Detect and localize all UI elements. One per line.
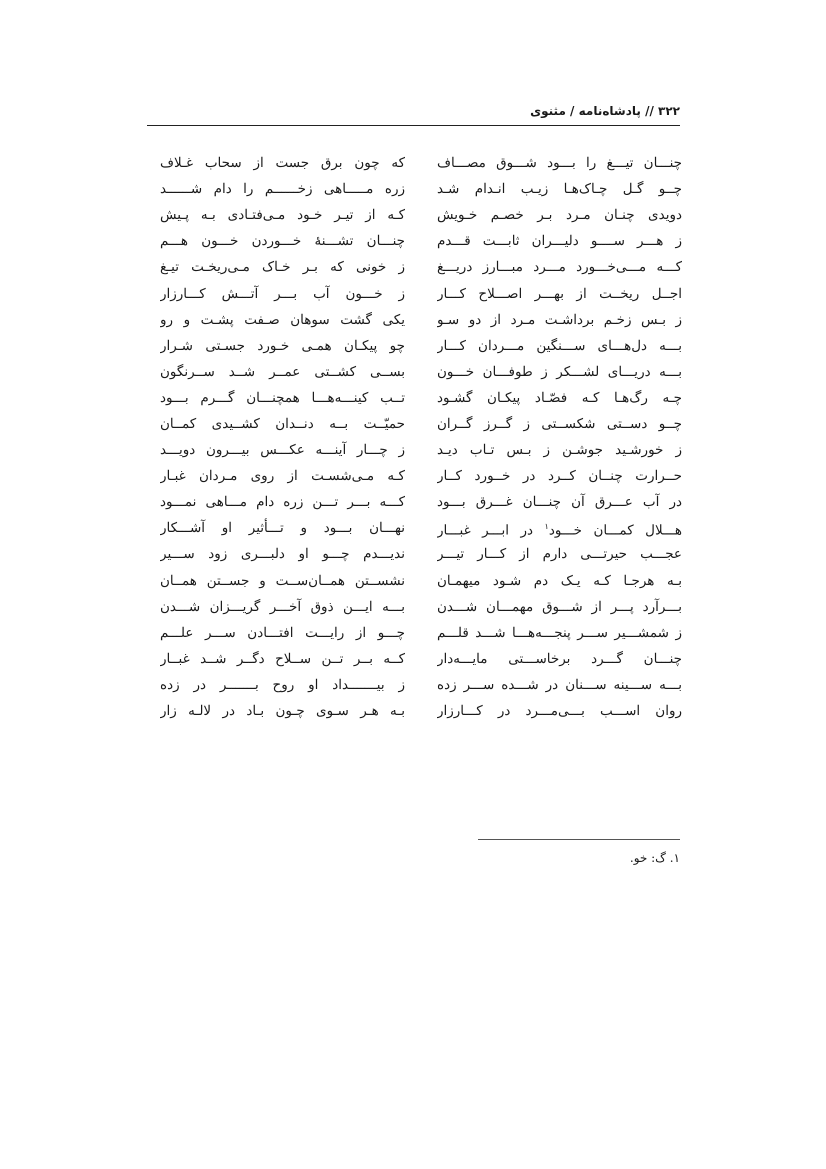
- hemistich-right: دویدی چنـان مـرد بـر خصـم خـویش: [437, 207, 682, 224]
- hemistich-right: کـــه مـــی‌خـــورد مـــرد مبـــارز دریـــغ: [437, 259, 682, 276]
- verse-row: [160, 254, 682, 280]
- verse-row: [160, 307, 682, 333]
- verse-row: [160, 280, 682, 306]
- hemistich-left: کــه بــر تــن ســلاح دگــر شــد غبــار: [160, 650, 405, 667]
- verse-row: [160, 150, 682, 176]
- verse-row: [160, 463, 682, 489]
- verse-row: [160, 333, 682, 359]
- hemistich-right: [437, 517, 682, 541]
- hemistich-left: تــب کینـــه‌هـــا همچنـــان گـــرم بـــود: [160, 389, 405, 406]
- hemistich-left: که چون برق جست از سحاب غـلاف: [160, 155, 405, 172]
- hemistich-right: اجــل ریخــت از بهـــر اصـــلاح کـــار: [437, 285, 682, 302]
- hemistich-right: بـــه ســـینه ســـنان در شـــده ســـر زده: [437, 676, 682, 693]
- verse-row: [160, 515, 682, 541]
- hemistich-left: ز بیـــــــداد او روح بـــــــر در زده: [160, 676, 405, 693]
- verse-row: [160, 202, 682, 228]
- hemistich-right: چـه رگ‌هـا کـه فصّـاد پیکـان گشـود: [437, 389, 682, 406]
- verse-row: [160, 568, 682, 594]
- hemistich-left: زره مـــــاهی زخــــــم را دام شــــــد: [160, 181, 405, 198]
- running-head: ۳۲۲ // پادشاه‌نامه / مثنوی: [530, 104, 680, 118]
- footnote-marker: ۱: [544, 521, 549, 531]
- hemistich-right: ز بـس زخـم برداشـت مـرد از دو سـو: [437, 311, 682, 328]
- hemistich-right-part: در ابـــر غبـــار: [437, 522, 545, 539]
- verse-row: [160, 411, 682, 437]
- hemistich-right: بـه هرجـا کـه یـک دم شـود میهمـان: [437, 572, 682, 589]
- verse-row: [160, 646, 682, 672]
- verse-row: [160, 385, 682, 411]
- hemistich-right: ز هـــر ســــو دلیـــران ثابـــت قـــدم: [437, 233, 682, 250]
- footnote-rule: [478, 839, 680, 840]
- hemistich-left: بـــه ایـــن ذوق آخـــر گریـــزان شـــدن: [160, 598, 405, 615]
- verse-row: [160, 541, 682, 567]
- footnote: ۱. گ: خو.: [629, 851, 680, 865]
- hemistich-left: بســی کشــتی عمــر شــد ســرنگون: [160, 363, 405, 380]
- hemistich-left: یکی گشت سوهان صـفت پشـت و رو: [160, 311, 405, 328]
- header-rule: [147, 125, 680, 126]
- hemistich-left: ز چـــار آینـــه عکـــس بیـــرون دویـــد: [160, 442, 405, 459]
- hemistich-right: بـــه دل‌هـــای ســـنگین مـــردان کـــار: [437, 337, 682, 354]
- hemistich-right: حــرارت چنــان کــرد در خــورد کــار: [437, 468, 682, 485]
- hemistich-right: ز شمشـــیر ســـر پنجـــه‌هـــا شـــد قلـــم: [437, 624, 682, 641]
- verse-row: [160, 228, 682, 254]
- verse-row: [160, 176, 682, 202]
- hemistich-right-part: هـــلال کمـــان خـــود: [548, 522, 682, 539]
- hemistich-right: بـــرآرد پـــر از شـــوق مهمـــان شـــدن: [437, 598, 682, 615]
- verse-row: [160, 359, 682, 385]
- hemistich-right: چــو گـل چـاک‌هـا زیـب انـدام شـد: [437, 181, 682, 198]
- hemistich-right: در آب عـــرق آن چنـــان غـــرق بـــود: [437, 494, 682, 511]
- verse-row: [160, 437, 682, 463]
- verse-row: [160, 698, 682, 724]
- hemistich-left: نهـــان بـــود و تـــأثیر او آشـــکار: [160, 520, 405, 537]
- hemistich-left: ز خـــون آب بـــر آتـــش کـــارزار: [160, 285, 405, 302]
- verse-row: [160, 672, 682, 698]
- hemistich-left: نشســتن همــان‌ســت و جســتن همــان: [160, 572, 405, 589]
- verse-block: [160, 150, 682, 724]
- hemistich-right: چنـــان تیـــغ را بـــود شـــوق مصـــاف: [437, 155, 682, 172]
- hemistich-left: بـه هـر سـوی چـون بـاد در لالـه زار: [160, 703, 405, 720]
- hemistich-left: کـــه بـــر تـــن زره دام مـــاهی نمـــود: [160, 494, 405, 511]
- hemistich-right: روان اســـب بـــی‌مـــرد در کـــارزار: [437, 703, 682, 720]
- verse-row: [160, 489, 682, 515]
- hemistich-left: کـه مـی‌شسـت از روی مـردان غبـار: [160, 468, 405, 485]
- hemistich-left: ندیـــدم چـــو او دلبـــری زود ســـیر: [160, 546, 405, 563]
- hemistich-right: بـــه دریـــای لشـــکر ز طوفـــان خـــون: [437, 363, 682, 380]
- hemistich-right: عجـــب حیرتـــی دارم از کـــار تیـــر: [437, 546, 682, 563]
- hemistich-left: ز خونی که بـر خـاک مـی‌ریخـت تیـغ: [160, 259, 405, 276]
- hemistich-left: حمیّــت بــه دنــدان کشــیدی کمــان: [160, 415, 405, 432]
- hemistich-right: چنـــان گـــرد برخاســـتی مایـــه‌دار: [437, 650, 682, 667]
- hemistich-left: چو پیکـان همـی خـورد جسـتی شـرار: [160, 337, 405, 354]
- verse-row: [160, 594, 682, 620]
- verse-row: [160, 620, 682, 646]
- hemistich-right: چــو دســتی شکســتی ز گــرز گــران: [437, 415, 682, 432]
- hemistich-left: چـــو از رایـــت افتـــادن ســـر علـــم: [160, 624, 405, 641]
- hemistich-left: چنـــان تشـــنهٔ خـــوردن خـــون هـــم: [160, 233, 405, 250]
- hemistich-right: ز خورشـید جوشـن ز بـس تـاب دیـد: [437, 442, 682, 459]
- hemistich-left: کـه از تیـر خـود مـی‌فتـادی بـه پـیش: [160, 207, 405, 224]
